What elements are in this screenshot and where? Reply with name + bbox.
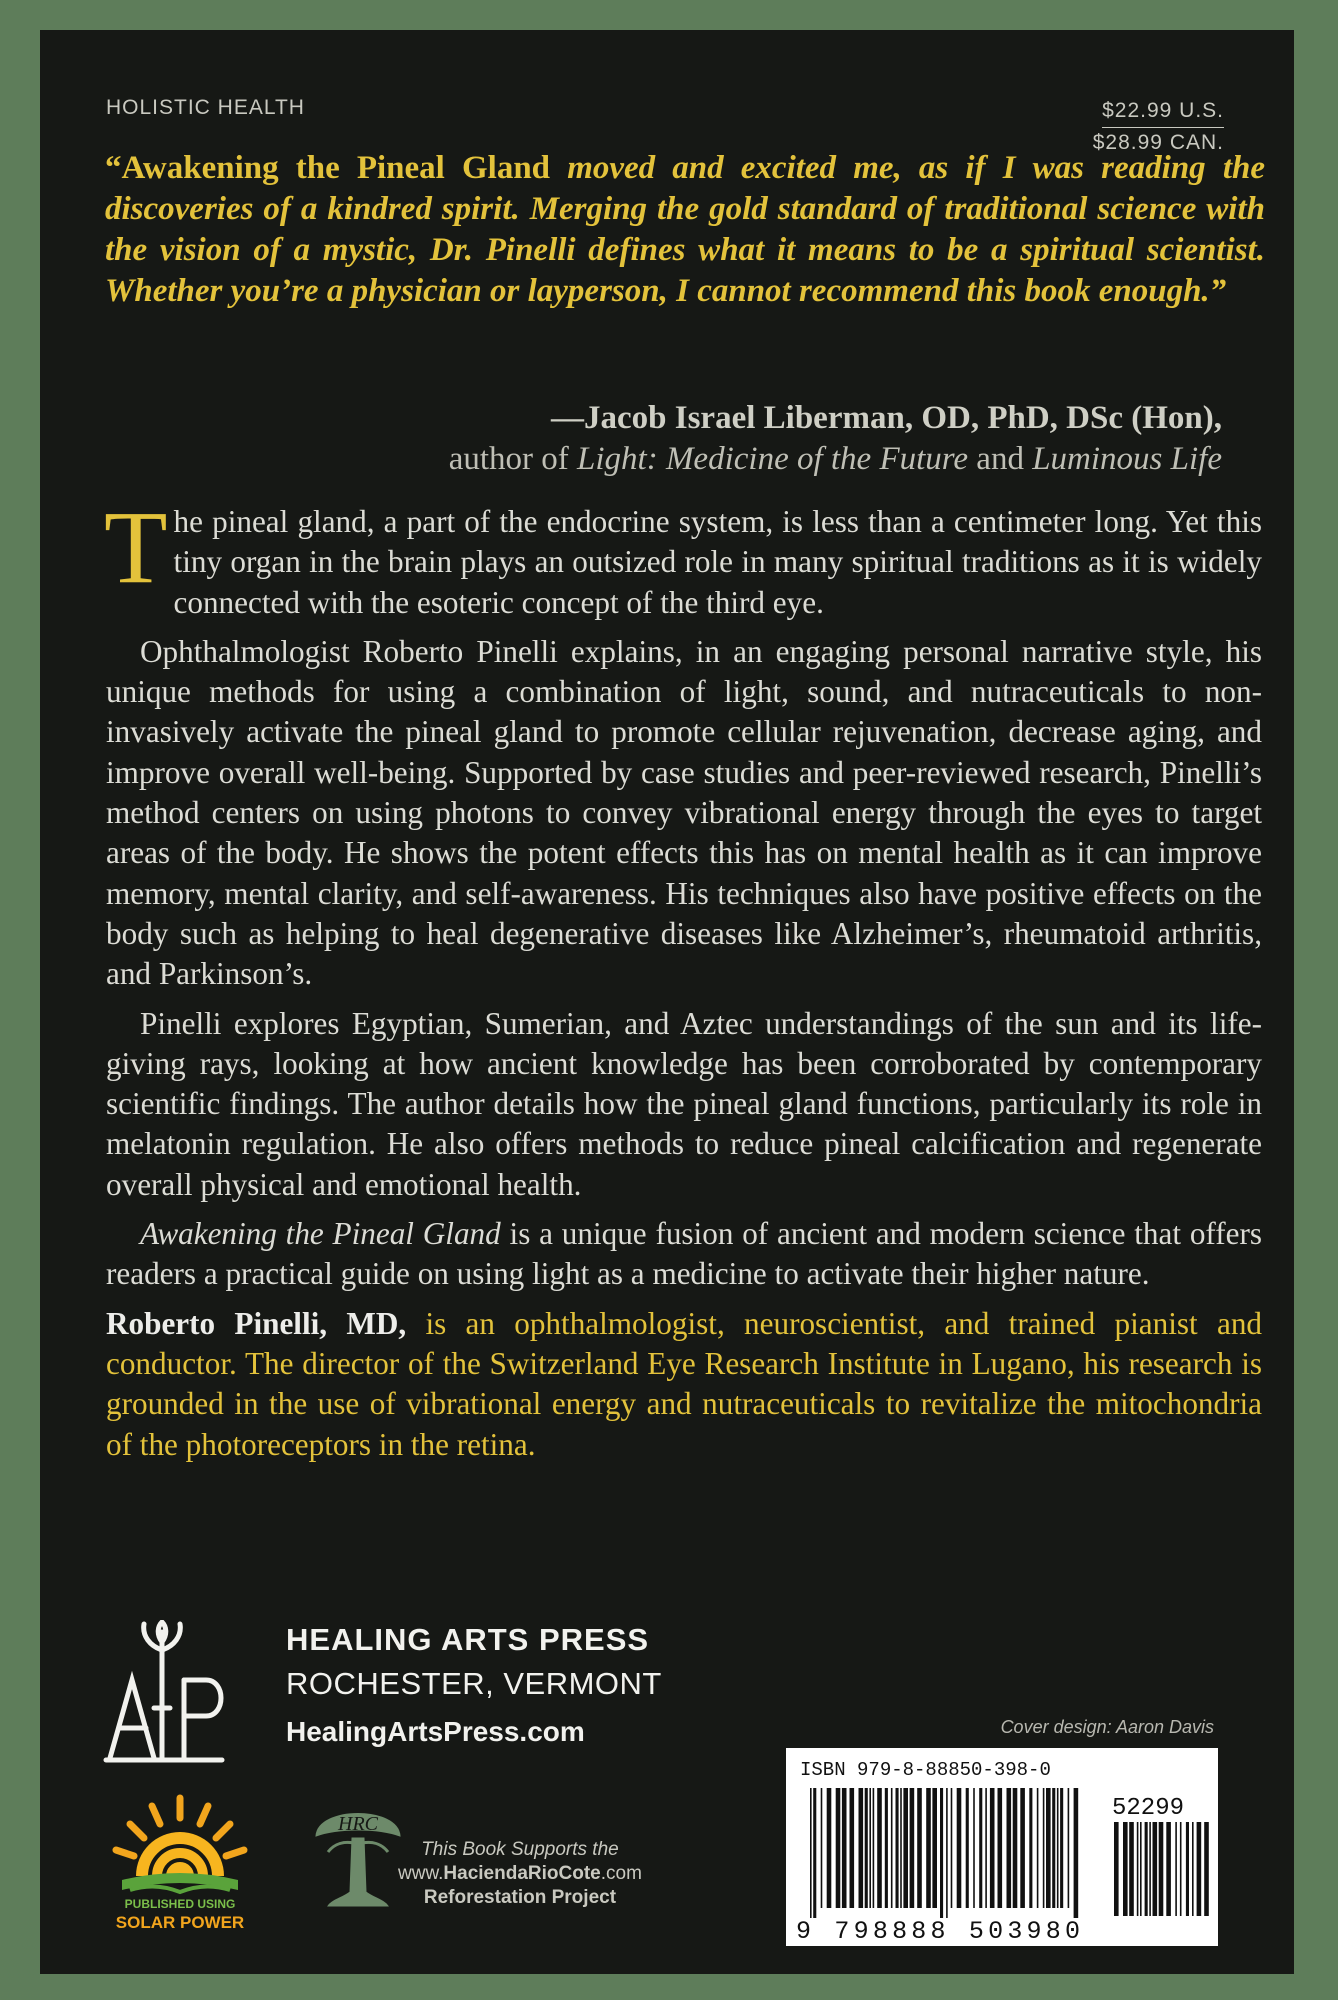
author-bio-text: is an ophthalmologist, neuroscientist, and trained pianist and conductor. The director of the Switzerland Eye Research Institute in Lugano, his research is grounded in the use of vibrational energy and nutraceuticals to revitalize the mitochondria of the photoreceptors in the retina. xyxy=(106,1305,1263,1462)
barcode-bar xyxy=(1114,1822,1119,1916)
barcode-bar xyxy=(1037,1788,1039,1908)
attribution-and: and xyxy=(968,441,1033,477)
barcode-bar xyxy=(1029,1788,1032,1908)
hrc-url-domain: HaciendaRioCote xyxy=(443,1863,601,1884)
hrc-url-prefix: www. xyxy=(398,1863,444,1884)
hrc-line-3: Reforestation Project xyxy=(423,1887,617,1908)
barcode-bar xyxy=(1153,1822,1158,1916)
hrc-line-1: This Book Supports the xyxy=(421,1839,619,1860)
attribution-book-2: Luminous Life xyxy=(1032,441,1222,477)
publisher-name: HEALING ARTS PRESS xyxy=(286,1622,650,1657)
description-paragraph-4-text: is a unique fusion of ancient and modern science that offers readers a practical guide on using light as a medicine to activate their higher nature. xyxy=(106,1216,1262,1292)
hrc-logo xyxy=(308,1800,408,1910)
barcode-bar xyxy=(951,1788,953,1908)
publisher-website[interactable]: HealingArtsPress.com xyxy=(286,1716,585,1747)
barcode-bar xyxy=(1137,1822,1139,1916)
author-name: Roberto Pinelli, MD, xyxy=(106,1305,407,1341)
endorsement-attribution xyxy=(449,398,1222,480)
barcode-bar xyxy=(985,1788,987,1908)
attribution-books xyxy=(449,439,1222,480)
description-paragraph-4 xyxy=(106,1214,1262,1295)
barcode-bar xyxy=(1166,1822,1171,1916)
barcode-graphic xyxy=(786,1748,1218,1946)
ean-digits: 9 798888 503980 xyxy=(796,1917,1080,1946)
publisher-logo xyxy=(102,1620,232,1770)
price-us: $22.99 U.S. xyxy=(1102,96,1224,128)
barcode-bar xyxy=(910,1788,915,1908)
solar-line-1: PUBLISHED USING xyxy=(124,1897,236,1911)
isbn-barcode xyxy=(786,1748,1218,1946)
barcode-bar xyxy=(940,1788,943,1918)
barcode-bar xyxy=(946,1788,948,1918)
quote-text: moved and excited me, as if I was reading the discoveries of a kindred spirit. Merging the gold standard of traditional science with the vision of a mystic, Dr. Pinelli defines what it means to be a spiritual scientist. Whether you’re a physician or layperson, I cannot recommend this book enough.” xyxy=(105,150,1265,309)
barcode-bar xyxy=(836,1788,841,1908)
barcode-bar xyxy=(1013,1788,1018,1908)
hrc-line-2[interactable] xyxy=(398,1862,642,1886)
barcode-bar xyxy=(859,1788,864,1908)
book-description xyxy=(104,490,1263,1474)
barcode-bar xyxy=(990,1788,995,1908)
barcode-bar xyxy=(813,1788,816,1918)
barcode-bar xyxy=(1180,1822,1182,1916)
barcode-bar xyxy=(1197,1822,1202,1916)
solar-power-badge xyxy=(100,1790,260,1935)
barcode-bar xyxy=(957,1788,962,1908)
solar-line-2: SOLAR POWER xyxy=(115,1913,245,1932)
cover-header xyxy=(106,66,1224,154)
barcode-bar xyxy=(1129,1822,1134,1916)
barcode-bar xyxy=(1043,1788,1045,1908)
barcode-bar xyxy=(865,1788,868,1908)
barcode-bar xyxy=(1123,1822,1128,1916)
barcode-bar xyxy=(896,1788,899,1908)
barcode-bar xyxy=(1192,1822,1194,1916)
description-paragraph-3: Pinelli explores Egyptian, Sumerian, and Aztec understandings of the sun and its life-giving rays, looking at how ancient knowledge has been corroborated by contemporary scientific findings. The author details how the pineal gland functions, particularly its role in melatonin regulation. He also offers methods to reduce pineal calcification and regenerate overall physical and emotional health. xyxy=(106,1005,1262,1202)
quote-book-title: Awakening the Pineal Gland xyxy=(121,150,551,186)
barcode-bar xyxy=(900,1788,902,1908)
barcode-bar xyxy=(1204,1822,1209,1916)
barcode-bar xyxy=(1145,1822,1148,1916)
barcode-bar xyxy=(810,1788,812,1918)
barcode-bar xyxy=(1159,1822,1164,1916)
barcode-bar xyxy=(821,1788,823,1908)
drop-cap: T xyxy=(104,490,168,605)
barcode-bar xyxy=(1074,1788,1079,1918)
publisher-info xyxy=(286,1622,662,1748)
barcode-bar xyxy=(850,1788,855,1908)
barcode-bar xyxy=(932,1788,937,1908)
barcode-bar xyxy=(1175,1822,1177,1916)
price-can: $28.99 CAN. xyxy=(1092,131,1224,154)
price-code: 52299 xyxy=(1112,1795,1185,1822)
barcode-bar xyxy=(1052,1788,1055,1908)
description-book-title: Awakening the Pineal Gland xyxy=(140,1216,501,1252)
barcode-bar xyxy=(998,1788,1003,1908)
barcode-bar xyxy=(1046,1788,1051,1908)
publisher-location: ROCHESTER, VERMONT xyxy=(286,1666,662,1701)
barcode-bar xyxy=(1140,1822,1142,1916)
barcode-bar xyxy=(1020,1788,1025,1908)
author-bio xyxy=(106,1304,1262,1465)
category-label: HOLISTIC HEALTH xyxy=(106,96,305,119)
barcode-bar xyxy=(1068,1788,1070,1908)
barcode-bar xyxy=(827,1788,832,1908)
back-cover xyxy=(40,30,1294,1974)
quote-open-mark: “ xyxy=(105,150,122,186)
barcode-bar xyxy=(877,1788,882,1908)
barcode-bar xyxy=(1060,1788,1063,1908)
description-paragraph-2: Ophthalmologist Roberto Pinelli explains, in an engaging personal narrative style, his unique methods for using a combination of light, sound, and nutraceuticals to non-invasively activate the pineal gland to promote cellular rejuvenation, decrease aging, and improve overall well-being. Supported by case studies and peer-reviewed research, Pinelli’s method centers on using photons to convey vibrational energy through the eyes to target areas of the body. He shows the potent effects this has on mental health as it can improve memory, mental clarity, and self-awareness. His techniques also have positive effects on the body such as helping to heal degenerative diseases like Alzheimer’s, rheumatoid arthritis, and Parkinson’s. xyxy=(106,633,1262,992)
attribution-name: —Jacob Israel Liberman, OD, PhD, DSc (Hon), xyxy=(551,400,1222,436)
barcode-bar xyxy=(869,1788,871,1908)
barcode-bar xyxy=(885,1788,888,1908)
barcode-bar xyxy=(926,1788,931,1908)
hrc-url-suffix: .com xyxy=(600,1863,642,1884)
barcode-bar xyxy=(842,1788,847,1908)
barcode-bar xyxy=(903,1788,908,1908)
barcode-bar xyxy=(873,1788,875,1908)
barcode-bar xyxy=(979,1788,982,1908)
endorsement-quote xyxy=(105,148,1265,312)
barcode-bar xyxy=(1149,1822,1151,1916)
barcode-bar xyxy=(917,1788,922,1908)
barcode-bar xyxy=(1186,1822,1189,1916)
barcode-bar xyxy=(973,1788,975,1908)
barcode-bar xyxy=(891,1788,893,1908)
isbn-label: ISBN 979-8-88850-398-0 xyxy=(800,1759,1051,1781)
attribution-book-1: Light: Medicine of the Future xyxy=(577,441,969,477)
barcode-bar xyxy=(1007,1788,1012,1908)
barcode-bar xyxy=(1057,1788,1059,1908)
description-paragraph-1 xyxy=(104,490,1262,623)
hrc-logo-letters: HRC xyxy=(338,1813,378,1835)
barcode-bar xyxy=(966,1788,969,1908)
hrc-text xyxy=(398,1838,642,1910)
attribution-prefix: author of xyxy=(448,441,578,477)
description-paragraph-1-text: he pineal gland, a part of the endocrine system, is less than a centimeter long. Yet this tiny organ in the brain plays an outsized role in many spiritual traditions as it is widely connected with the esoteric concept of the third eye. xyxy=(173,504,1262,620)
cover-design-credit: Cover design: Aaron Davis xyxy=(1000,1717,1214,1737)
